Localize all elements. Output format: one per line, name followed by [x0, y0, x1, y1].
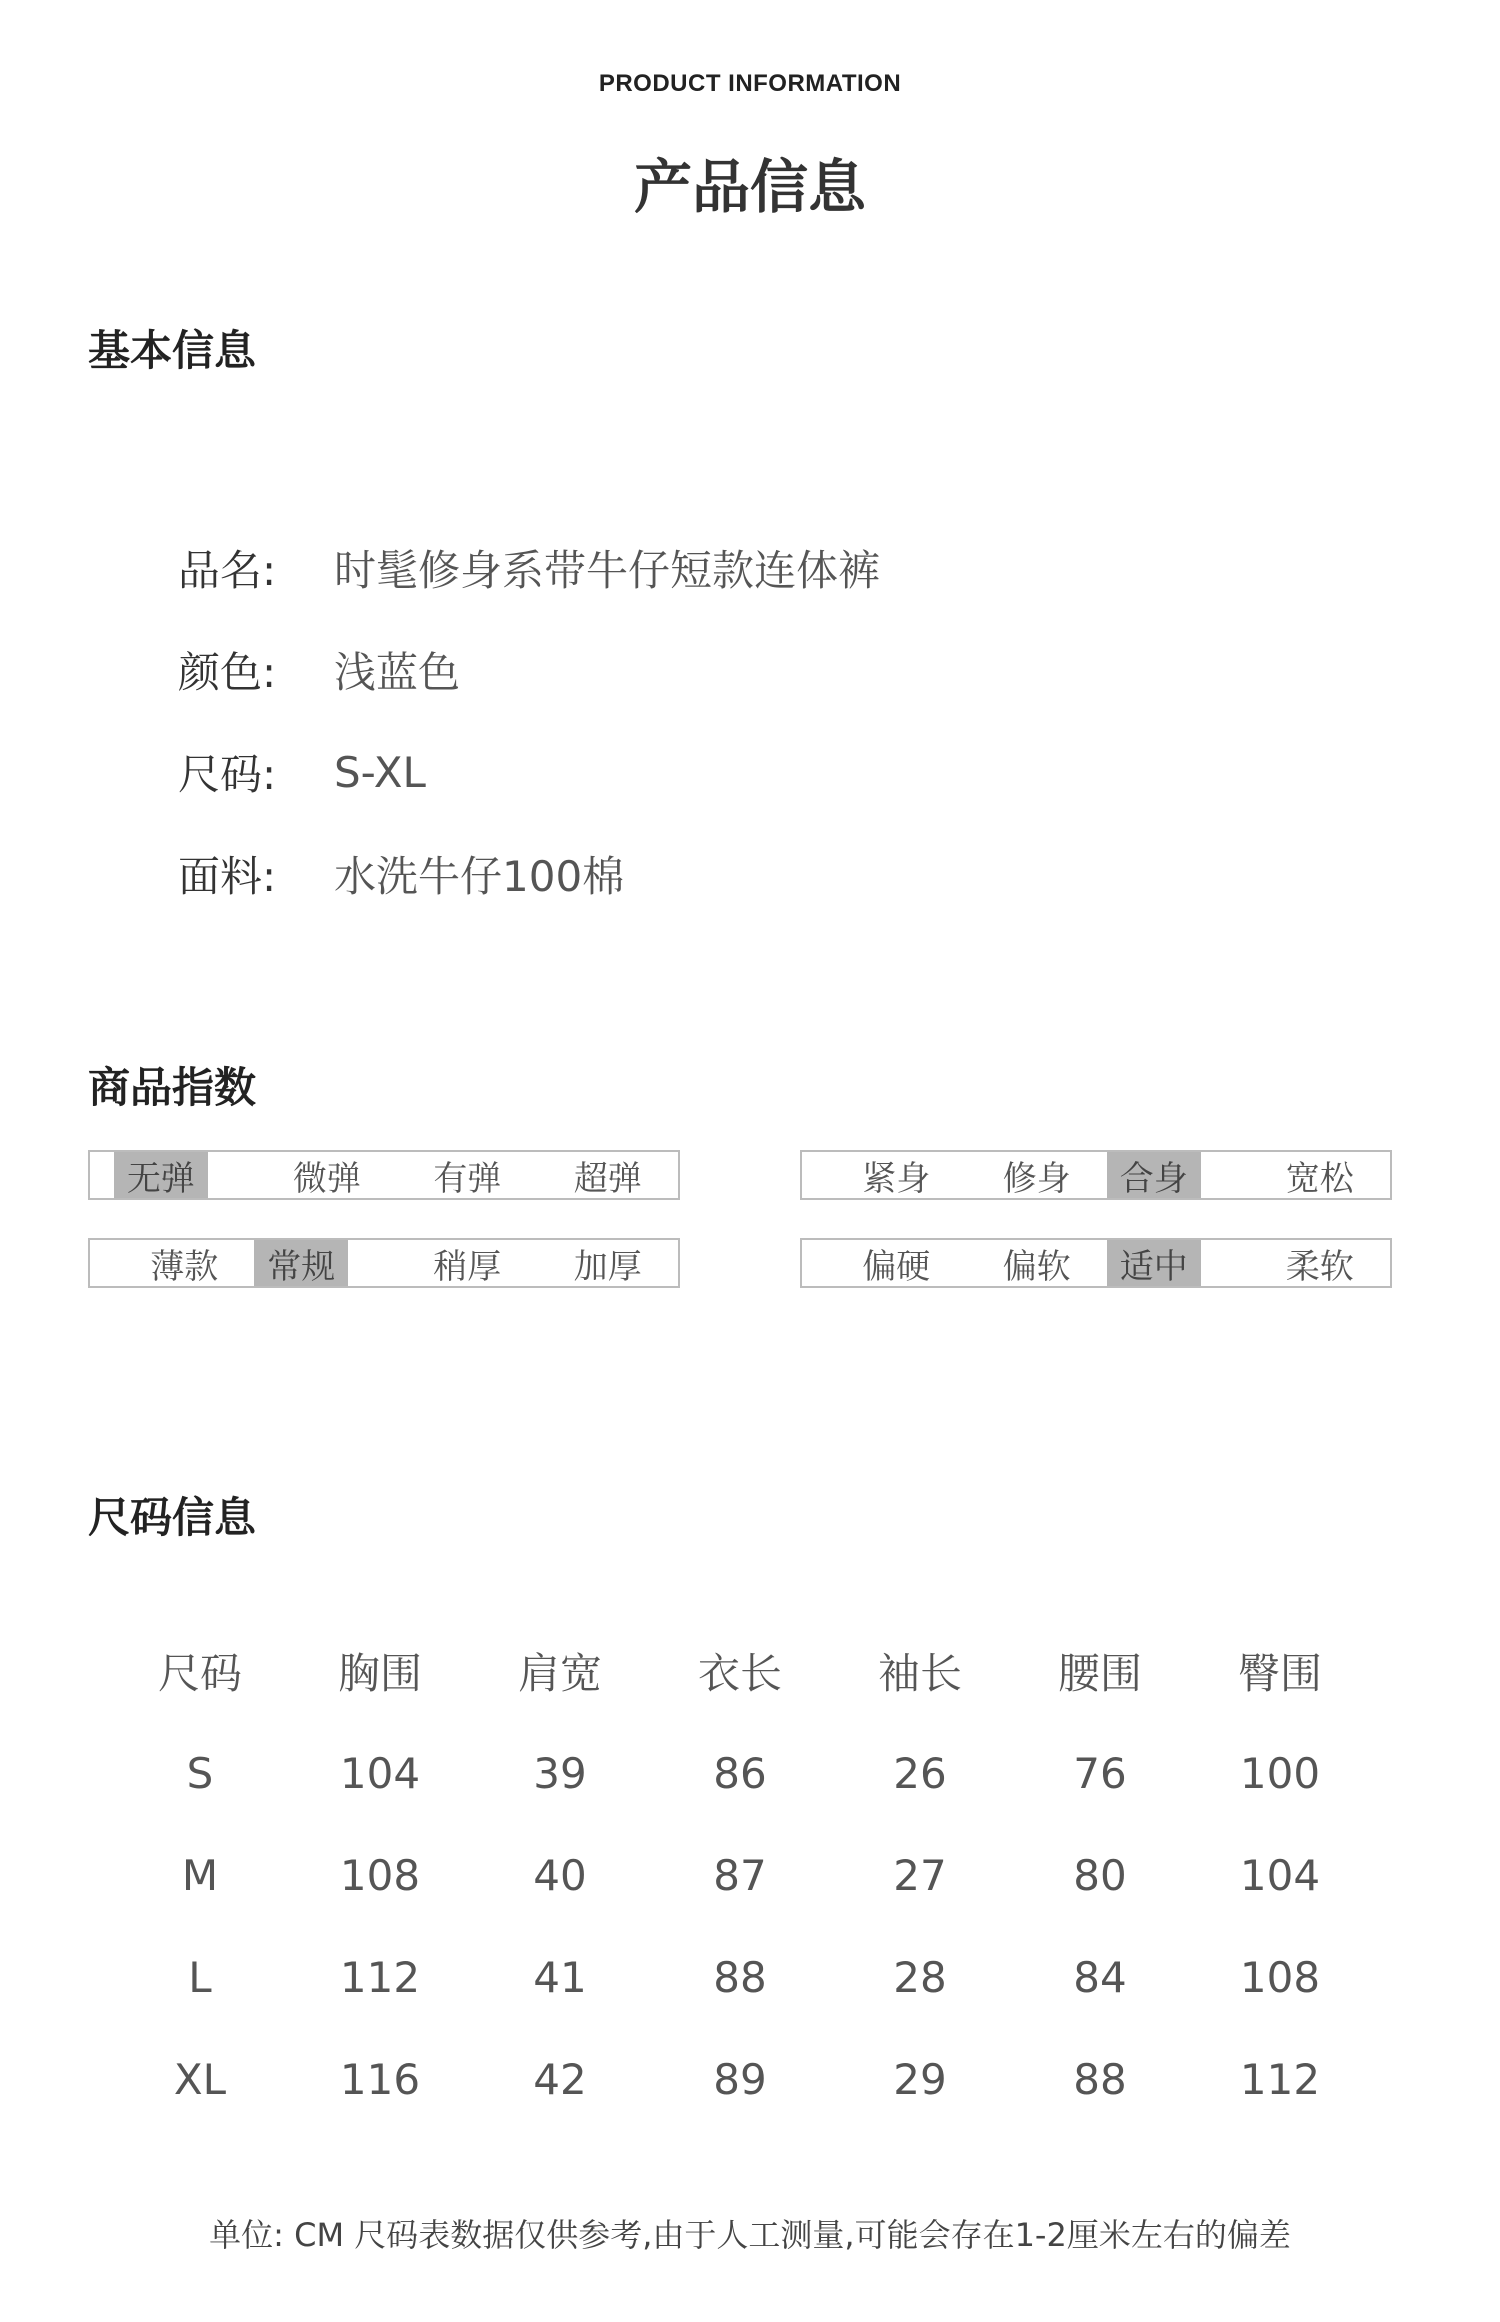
table-cell: 100 [1239, 1748, 1321, 1798]
section-title-size: 尺码信息 [88, 1493, 257, 1542]
table-header-row [110, 1620, 1370, 1722]
info-value: S-XL [334, 747, 426, 797]
info-label: 面料: [178, 852, 277, 901]
index-option: 加厚 [573, 1246, 642, 1287]
info-value: 浅蓝色 [334, 648, 461, 697]
index-option: 紧身 [862, 1158, 931, 1199]
info-value: 水洗牛仔100棉 [334, 852, 625, 901]
table-cell: 89 [713, 2054, 767, 2104]
index-option: 超弹 [573, 1158, 642, 1199]
table-cell: 108 [1239, 1952, 1321, 2002]
table-cell: 28 [893, 1952, 947, 2002]
table-header-cell: 衣长 [697, 1649, 782, 1698]
table-row [110, 1926, 1370, 2028]
table-header-cell: 胸围 [337, 1649, 422, 1698]
section-title-basic: 基本信息 [88, 326, 257, 375]
info-row-size [178, 742, 426, 802]
index-option: 薄款 [150, 1246, 219, 1287]
info-row-color [178, 640, 460, 700]
table-cell: 27 [893, 1850, 947, 1900]
info-row-name [178, 538, 880, 598]
size-note: 单位: CM 尺码表数据仅供参考,由于人工测量,可能会存在1-2厘米左右的偏差 [209, 2216, 1291, 2254]
table-header-cell: 尺码 [157, 1649, 242, 1698]
table-cell: 76 [1073, 1748, 1127, 1798]
index-option: 宽松 [1285, 1158, 1354, 1199]
table-cell: 40 [533, 1850, 587, 1900]
table-cell: 108 [339, 1850, 421, 1900]
table-cell: 80 [1073, 1850, 1127, 1900]
table-cell: 29 [893, 2054, 947, 2104]
table-cell: 112 [1239, 2054, 1321, 2104]
table-cell: XL [173, 2054, 227, 2104]
index-option: 微弹 [292, 1158, 361, 1199]
table-cell: 39 [533, 1748, 587, 1798]
index-option-selected: 适中 [1107, 1240, 1201, 1286]
info-row-fabric [178, 844, 624, 904]
table-row [110, 2028, 1370, 2130]
table-header-cell: 肩宽 [517, 1649, 602, 1698]
table-cell: S [186, 1748, 214, 1798]
info-label: 品名: [178, 546, 277, 595]
table-row [110, 1824, 1370, 1926]
index-group-softness [800, 1238, 1392, 1288]
table-cell: 87 [713, 1850, 767, 1900]
index-option: 稍厚 [433, 1246, 502, 1287]
info-label: 颜色: [178, 648, 277, 697]
table-cell: 104 [1239, 1850, 1321, 1900]
index-option: 修身 [1002, 1158, 1071, 1199]
page-title: 产品信息 [633, 153, 866, 221]
table-cell: 41 [533, 1952, 587, 2002]
table-cell: 88 [1073, 2054, 1127, 2104]
info-label: 尺码: [178, 750, 277, 799]
size-table [110, 1620, 1370, 2130]
table-cell: 84 [1073, 1952, 1127, 2002]
index-group-fit [800, 1150, 1392, 1200]
table-header-cell: 臀围 [1237, 1649, 1322, 1698]
section-title-index: 商品指数 [88, 1063, 257, 1112]
index-option: 偏硬 [862, 1246, 931, 1287]
table-cell: 42 [533, 2054, 587, 2104]
table-cell: 104 [339, 1748, 421, 1798]
table-header-cell: 袖长 [877, 1649, 962, 1698]
index-option: 有弹 [433, 1158, 502, 1199]
table-cell: 86 [713, 1748, 767, 1798]
index-group-elasticity [88, 1150, 680, 1200]
index-option: 偏软 [1002, 1246, 1071, 1287]
info-value: 时髦修身系带牛仔短款连体裤 [334, 546, 881, 595]
table-cell: 112 [339, 1952, 421, 2002]
table-cell: 26 [893, 1748, 947, 1798]
english-title: PRODUCT INFORMATION [598, 70, 902, 97]
index-option-selected: 常规 [254, 1240, 348, 1286]
index-option: 柔软 [1285, 1246, 1354, 1287]
table-row [110, 1722, 1370, 1824]
table-header-cell: 腰围 [1057, 1649, 1142, 1698]
index-option-selected: 无弹 [114, 1152, 208, 1198]
index-group-thickness [88, 1238, 680, 1288]
index-option-selected: 合身 [1107, 1152, 1201, 1198]
table-cell: M [181, 1850, 219, 1900]
table-cell: 88 [713, 1952, 767, 2002]
table-cell: 116 [339, 2054, 421, 2104]
table-cell: L [188, 1952, 212, 2002]
